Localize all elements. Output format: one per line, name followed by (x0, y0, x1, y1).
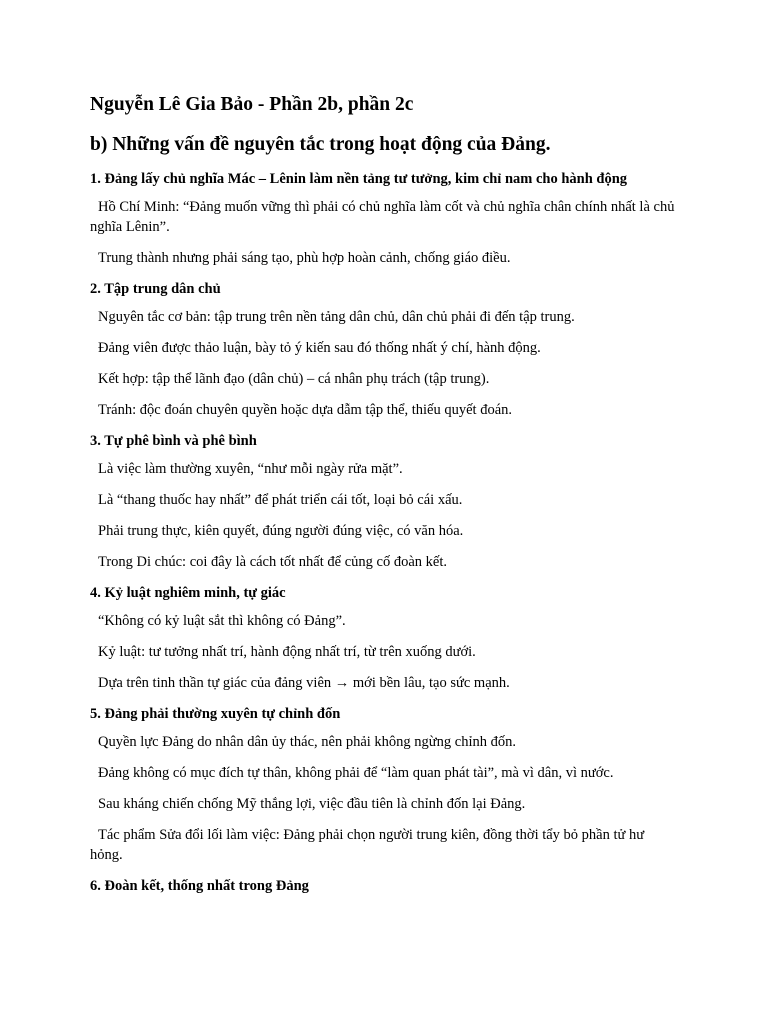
document-page (90, 92, 678, 904)
section-4 (90, 583, 678, 693)
section-heading: 6. Đoàn kết, thống nhất trong Đảng (90, 878, 309, 894)
paragraph: Sau kháng chiến chống Mỹ thắng lợi, việc đầu tiên là chỉnh đốn lại Đảng. (98, 796, 526, 812)
section-2 (90, 279, 678, 420)
paragraph: Kết hợp: tập thể lãnh đạo (dân chủ) – cá nhân phụ trách (tập trung). (98, 371, 490, 387)
paragraph: Là việc làm thường xuyên, “như mỗi ngày rửa mặt”. (98, 461, 403, 477)
section-3 (90, 431, 678, 572)
paragraph: Tác phẩm Sửa đổi lối làm việc: Đảng phải chọn người trung kiên, đồng thời tẩy bỏ phần tử hư hỏng. (90, 827, 645, 863)
paragraph: Nguyên tắc cơ bản: tập trung trên nền tảng dân chủ, dân chủ phải đi đến tập trung. (98, 309, 575, 325)
section-heading: 1. Đảng lấy chủ nghĩa Mác – Lênin làm nền tảng tư tưởng, kim chỉ nam cho hành động (90, 171, 628, 187)
section-heading: 5. Đảng phải thường xuyên tự chỉnh đốn (90, 706, 341, 722)
paragraph: Đảng viên được thảo luận, bày tỏ ý kiến sau đó thống nhất ý chí, hành động. (98, 340, 541, 356)
paragraph: Kỷ luật: tư tưởng nhất trí, hành động nhất trí, từ trên xuống dưới. (98, 644, 476, 660)
section-5 (90, 704, 678, 865)
paragraph: Phải trung thực, kiên quyết, đúng người đúng việc, có văn hóa. (98, 523, 464, 539)
paragraph: Quyền lực Đảng do nhân dân ủy thác, nên phải không ngừng chỉnh đốn. (98, 734, 517, 750)
paragraph: Dựa trên tinh thần tự giác của đảng viên → mới bền lâu, tạo sức mạnh. (98, 675, 510, 691)
paragraph: Là “thang thuốc hay nhất” để phát triển cái tốt, loại bỏ cái xấu. (98, 492, 463, 508)
paragraph: Trong Di chúc: coi đây là cách tốt nhất để củng cố đoàn kết. (98, 554, 447, 570)
document-subtitle: b) Những vấn đề nguyên tắc trong hoạt động của Đảng. (90, 134, 551, 155)
paragraph: Hồ Chí Minh: “Đảng muốn vững thì phải có chủ nghĩa làm cốt và chủ nghĩa chân chính nhất là chủ nghĩa Lênin”. (90, 199, 675, 235)
section-heading: 2. Tập trung dân chủ (90, 281, 221, 297)
document-title: Nguyễn Lê Gia Bảo - Phần 2b, phần 2c (90, 94, 414, 115)
paragraph: Tránh: độc đoán chuyên quyền hoặc dựa dẫm tập thể, thiếu quyết đoán. (98, 402, 513, 418)
section-heading: 4. Kỷ luật nghiêm minh, tự giác (90, 585, 286, 601)
section-6 (90, 876, 678, 896)
paragraph: Trung thành nhưng phải sáng tạo, phù hợp hoàn cảnh, chống giáo điều. (98, 250, 511, 266)
paragraph: “Không có kỷ luật sắt thì không có Đảng”. (98, 613, 346, 629)
section-heading: 3. Tự phê bình và phê bình (90, 433, 257, 449)
paragraph: Đảng không có mục đích tự thân, không phải để “làm quan phát tài”, mà vì dân, vì nước. (98, 765, 614, 781)
section-1 (90, 169, 678, 268)
